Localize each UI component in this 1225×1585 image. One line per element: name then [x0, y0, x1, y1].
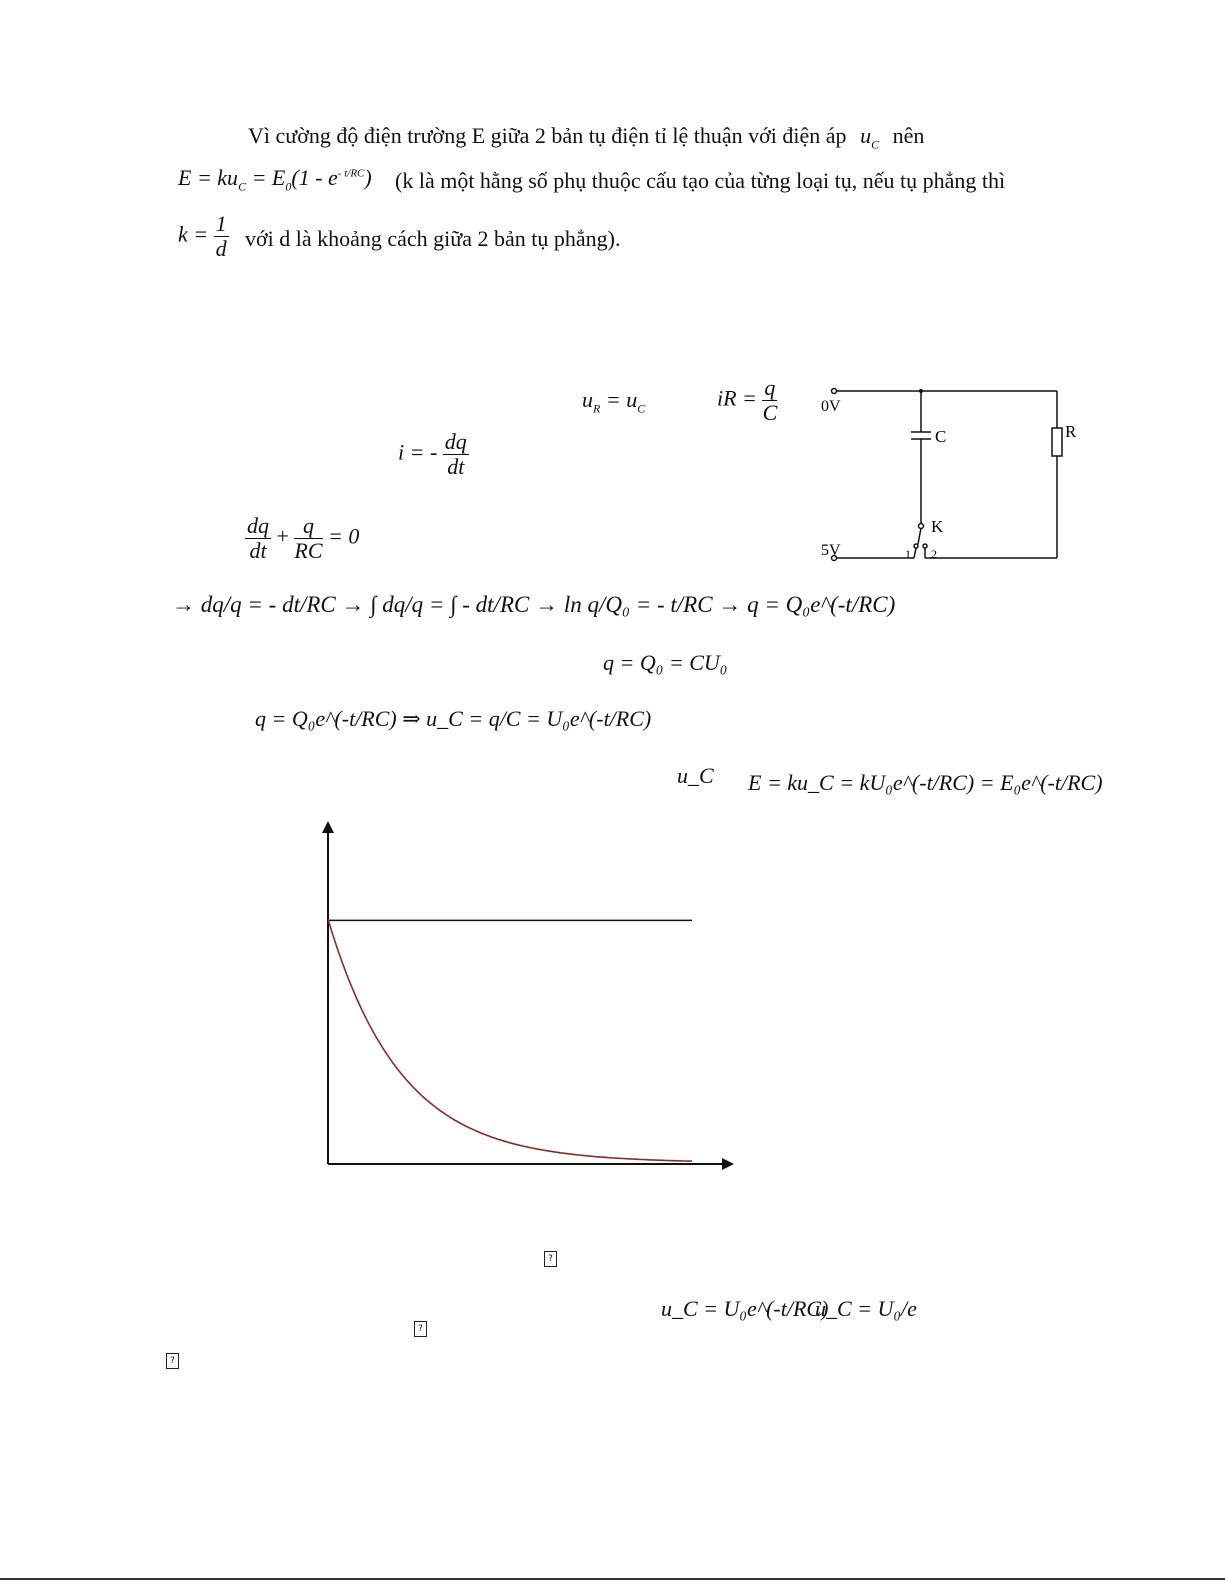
k-num: 1 [215, 211, 227, 236]
label-1: 1 [905, 547, 911, 561]
bottom-rule [0, 1578, 1225, 1580]
paragraph-line3: với d là khoảng cách giữa 2 bản tụ phẳng). [245, 226, 621, 251]
eq-differential [245, 514, 359, 563]
eq-iR [717, 376, 777, 425]
eq-i [398, 430, 469, 479]
formula-E-paren: (1 - e [291, 165, 338, 190]
eq-i-lhs: i = - [398, 439, 438, 465]
placeholder-glyph-1: ? [544, 1251, 557, 1267]
eq-chain: → dq/q = - dt/RC → ∫ dq/q = ∫ - dt/RC → ln q/Q₀ = - t/RC → q = Q₀e^(-t/RC) [172, 592, 896, 617]
formula-E-sub: C [238, 179, 247, 194]
de-num1: dq [247, 513, 269, 538]
formula-E-line: $E = ku_C = E_0(1 - e^{- t/RC})$ [178, 165, 372, 194]
eq-i-den: dt [447, 454, 465, 479]
de-den1: dt [249, 538, 267, 563]
label-R: R [1065, 422, 1077, 441]
label-0v: 0V [821, 398, 841, 415]
eq-iR-num: q [764, 375, 776, 400]
eq-iR-lhs: iR = [717, 385, 757, 411]
eq-uC-over-e: u_C = U₀/e [815, 1296, 917, 1321]
eq-i-num: dq [444, 429, 467, 454]
label-5v: 5V [821, 542, 841, 559]
placeholder-glyph-2: ? [414, 1321, 427, 1337]
placeholder-glyph-3: ? [166, 1353, 179, 1369]
formula-E-rhs-sub: 0 [285, 179, 292, 194]
decay-curve [328, 919, 692, 1161]
k-formula [178, 212, 229, 261]
eq-uR-uC: $u_R = u_C$ [582, 387, 646, 416]
var-u-sub: C [871, 137, 880, 152]
paragraph-line2: (k là một hằng số phụ thuộc cấu tạo của từng loại tụ, nếu tụ phẳng thì [395, 168, 1006, 193]
eq-iR-den: C [762, 400, 778, 425]
formula-E: E = ku [178, 165, 239, 190]
de-num2: q [294, 514, 322, 539]
paragraph-line1: Vì cường độ điện trường E giữa 2 bản tụ điện tỉ lệ thuận với điện áp [248, 123, 847, 148]
var-u: u [860, 123, 872, 148]
formula-E-rhs: = E [246, 165, 286, 190]
k-den: d [215, 236, 227, 261]
paragraph [178, 113, 1104, 167]
formula-E-exp: - t/RC [337, 167, 365, 180]
eq-uC-final: u_C = U₀e^(-t/RC) [661, 1296, 829, 1321]
eq-uC-label: u_C [677, 763, 714, 788]
eq-q-solution: q = Q₀e^(-t/RC) ⇒ u_C = q/C = U₀e^(-t/RC) [255, 706, 652, 731]
label-2: 2 [931, 547, 937, 561]
de-rhs: = 0 [328, 523, 360, 549]
label-K: K [931, 517, 944, 536]
label-C: C [935, 427, 947, 446]
circuit-diagram [815, 380, 1095, 580]
de-den2: RC [294, 538, 323, 563]
paragraph-line1-suffix: nên [892, 123, 925, 148]
decay-chart [310, 815, 750, 1185]
eq-q-init: q = Q₀ = CU₀ [603, 650, 728, 675]
de-plus: + [276, 523, 289, 549]
k-eq: k = [178, 221, 209, 247]
eq-E-solution: E = ku_C = kU₀e^(-t/RC) = E₀e^(-t/RC) [748, 770, 1103, 795]
